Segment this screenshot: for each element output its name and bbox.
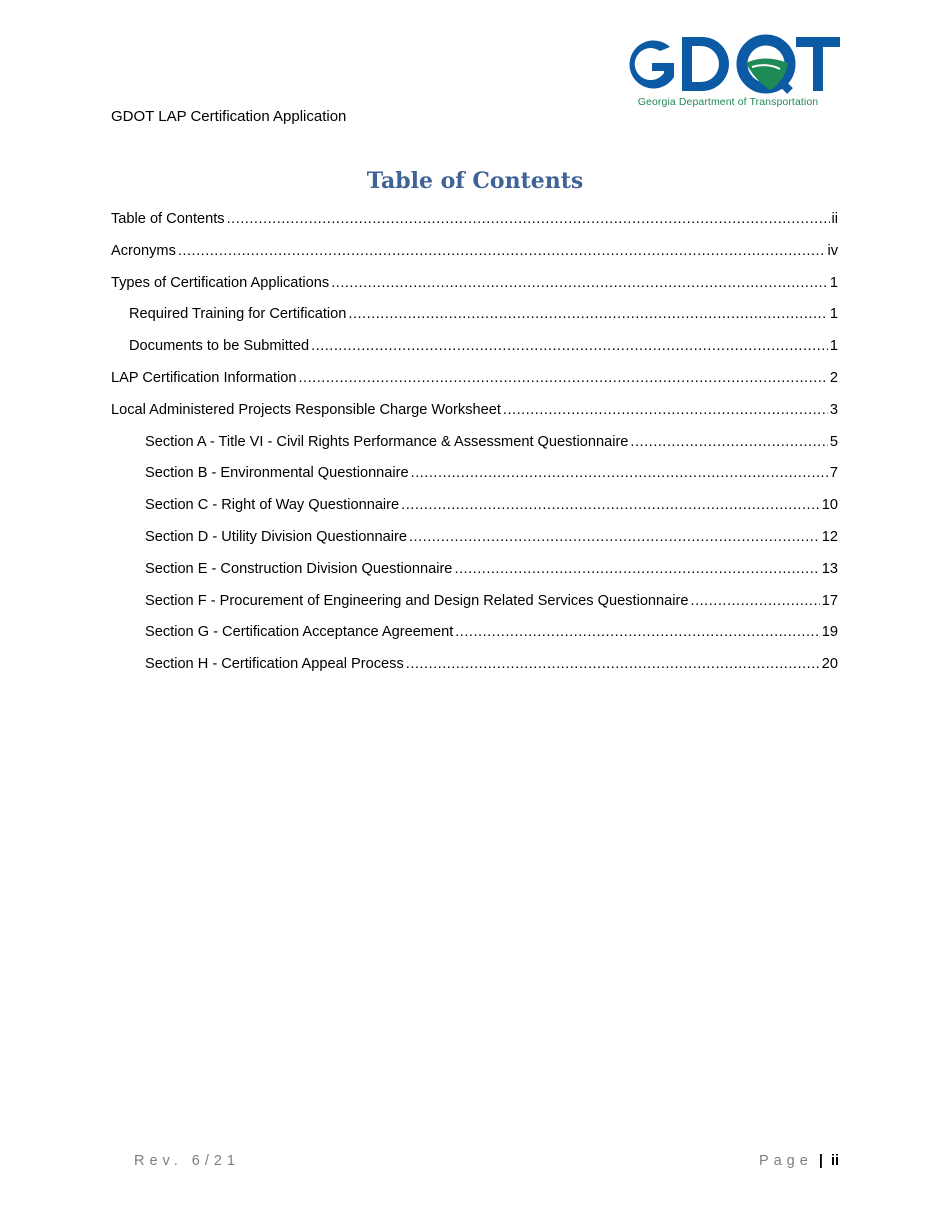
toc-entry-label: Section C - Right of Way Questionnaire — [145, 497, 400, 514]
toc-dot-leader — [503, 402, 828, 418]
toc-entry-label: Section H - Certification Appeal Process — [145, 656, 404, 673]
toc-dot-leader — [227, 211, 830, 227]
toc-entry-acronyms[interactable] — [111, 243, 838, 275]
toc-entry-section-g[interactable] — [111, 624, 838, 656]
toc-entry-section-c[interactable] — [111, 497, 838, 529]
toc-dot-leader — [409, 529, 820, 545]
toc-entry-label: Section B - Environmental Questionnaire — [145, 465, 409, 482]
toc-entry-page: 10 — [821, 497, 838, 514]
toc-entry-page: 5 — [829, 433, 838, 450]
toc-entry-section-d[interactable] — [111, 529, 838, 561]
footer-revision: Rev. 6/21 — [134, 1153, 240, 1169]
table-of-contents — [111, 211, 838, 688]
toc-entry-responsible-charge-worksheet[interactable] — [111, 402, 838, 434]
toc-entry-section-a[interactable] — [111, 434, 838, 466]
toc-entry-section-h[interactable] — [111, 656, 838, 688]
footer-separator: | — [818, 1153, 823, 1169]
toc-entry-lap-certification-info[interactable] — [111, 370, 838, 402]
toc-entry-label: Section A - Title VI - Civil Rights Performance & Assessment Questionnaire — [145, 433, 629, 450]
toc-entry-page: 3 — [829, 401, 838, 418]
gdot-logo — [620, 33, 842, 113]
toc-entry-page: 7 — [829, 465, 838, 482]
toc-entry-documents-submitted[interactable] — [111, 338, 838, 370]
toc-entry-required-training[interactable] — [111, 306, 838, 338]
toc-entry-page: 2 — [829, 369, 838, 386]
logo-subtitle: Georgia Department of Transportation — [637, 96, 819, 108]
toc-entry-page: 20 — [821, 656, 838, 673]
toc-entry-section-b[interactable] — [111, 465, 838, 497]
toc-dot-leader — [401, 497, 820, 513]
toc-entry-label: Local Administered Projects Responsible Charge Worksheet — [111, 401, 501, 418]
toc-dot-leader — [331, 275, 828, 291]
toc-entry-label: Required Training for Certification — [129, 306, 347, 323]
toc-entry-label: Documents to be Submitted — [129, 338, 310, 355]
toc-entry-page: 1 — [829, 306, 838, 323]
toc-entry-page: 13 — [821, 560, 838, 577]
toc-dot-leader — [406, 656, 820, 672]
toc-entry-page: ii — [831, 211, 838, 227]
toc-entry-label: LAP Certification Information — [111, 369, 297, 386]
document-header-title: GDOT LAP Certification Application — [111, 108, 347, 125]
toc-dot-leader — [348, 306, 827, 322]
toc-entry-label: Section F - Procurement of Engineering and Design Related Services Questionnaire — [145, 592, 689, 609]
toc-entry-page: 19 — [821, 624, 838, 641]
footer-page-number — [759, 1153, 839, 1169]
toc-dot-leader — [411, 465, 828, 481]
toc-entry-section-f[interactable] — [111, 593, 838, 625]
toc-entry-label: Acronyms — [111, 242, 176, 259]
toc-entry-label: Section D - Utility Division Questionnaire — [145, 528, 407, 545]
toc-entry-types-of-certification[interactable] — [111, 275, 838, 307]
footer-page-word: Page — [758, 1153, 813, 1169]
toc-dot-leader — [454, 561, 819, 577]
toc-entry-page: 12 — [821, 528, 838, 545]
toc-entry-section-e[interactable] — [111, 561, 838, 593]
toc-entry-label: Table of Contents — [111, 211, 225, 227]
gdot-wordmark-icon — [620, 33, 842, 95]
toc-dot-leader — [691, 593, 820, 609]
toc-heading: Table of Contents — [366, 168, 584, 194]
toc-entry-label: Types of Certification Applications — [111, 274, 330, 291]
toc-dot-leader — [455, 624, 820, 640]
toc-dot-leader — [299, 370, 828, 386]
toc-entry-page: 1 — [829, 338, 838, 355]
toc-entry-table-of-contents[interactable] — [111, 211, 838, 243]
toc-entry-page: 1 — [829, 274, 838, 291]
toc-dot-leader — [630, 434, 827, 450]
toc-entry-page: 17 — [821, 592, 838, 609]
toc-dot-leader — [311, 338, 828, 354]
toc-entry-label: Section G - Certification Acceptance Agreement — [145, 624, 454, 641]
toc-dot-leader — [178, 243, 826, 259]
footer-page-value: ii — [830, 1153, 839, 1169]
toc-entry-page: iv — [827, 242, 838, 259]
toc-entry-label: Section E - Construction Division Questionnaire — [145, 560, 453, 577]
